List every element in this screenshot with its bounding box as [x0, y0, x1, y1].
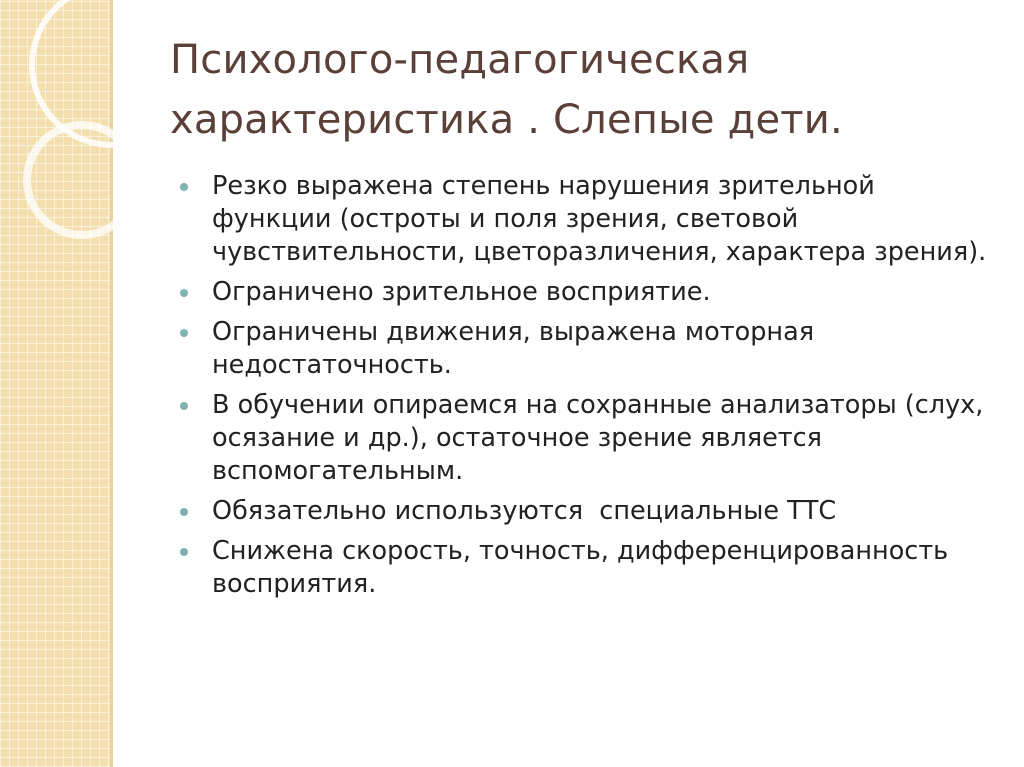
bullet-dot-icon — [180, 402, 188, 410]
bullet-item — [180, 389, 995, 488]
decorative-rings — [0, 0, 140, 260]
bullet-dot-icon — [180, 289, 188, 297]
bullet-item — [180, 535, 995, 601]
bullet-text: Ограничено зрительное восприятие. — [212, 277, 711, 307]
bullet-text: Снижена скорость, точность, дифференцированность восприятия. — [212, 536, 949, 599]
slide-title-line-1: Психолого-педагогическая — [170, 37, 750, 83]
bullet-item — [180, 495, 995, 528]
bullet-text: Резко выражена степень нарушения зрительной функции (остроты и поля зрения, световой чувствительности, цветоразличения, характера зрения). — [212, 171, 987, 267]
bullet-dot-icon — [180, 329, 188, 337]
bullet-text: Ограничены движения, выражена моторная недостаточность. — [212, 317, 815, 380]
slide-title-line-2: характеристика . Слепые дети. — [170, 97, 843, 143]
bullet-list — [180, 170, 995, 608]
bullet-item — [180, 276, 995, 309]
bullet-item — [180, 316, 995, 382]
bullet-text: В обучении опираемся на сохранные анализаторы (слух, осязание и др.), остаточное зрение является вспомогательным. — [212, 390, 984, 486]
bullet-dot-icon — [180, 548, 188, 556]
bullet-text: Обязательно используются специальные ТТС — [212, 496, 837, 526]
bullet-dot-icon — [180, 508, 188, 516]
bullet-dot-icon — [180, 183, 188, 191]
slide-title — [170, 30, 990, 150]
bullet-item — [180, 170, 995, 269]
